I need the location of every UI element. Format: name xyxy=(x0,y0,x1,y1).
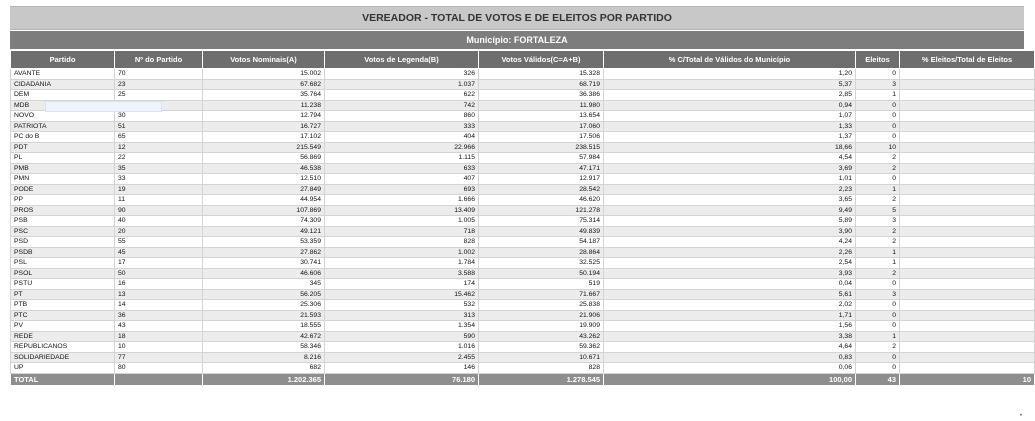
cell-votos-nominais: 27.862 xyxy=(203,247,325,258)
table-row xyxy=(11,300,1035,311)
cell-partido: PMB xyxy=(11,163,115,174)
cell-percent-eleitos xyxy=(900,69,1035,80)
cell-votos-validos: 12.917 xyxy=(479,174,604,185)
cell-numero: 16 xyxy=(115,279,203,290)
cell-numero: 65 xyxy=(115,132,203,143)
table-row xyxy=(11,226,1035,237)
cell-votos-validos: 28.864 xyxy=(479,247,604,258)
cell-votos-nominais: 46.606 xyxy=(203,268,325,279)
cell-percent-validos: 3,93 xyxy=(604,268,856,279)
report-page xyxy=(10,0,1031,386)
cell-votos-validos: 10.671 xyxy=(479,352,604,363)
cell-votos-validos: 17.060 xyxy=(479,121,604,132)
cell-votos-validos: 121.278 xyxy=(479,205,604,216)
cell-percent-eleitos xyxy=(900,195,1035,206)
total-row xyxy=(11,373,1035,385)
cell-percent-validos: 2,26 xyxy=(604,247,856,258)
table-row xyxy=(11,352,1035,363)
cell-eleitos: 0 xyxy=(856,111,900,122)
cell-percent-eleitos xyxy=(900,79,1035,90)
cell-numero: 12 xyxy=(115,142,203,153)
cell-eleitos: 2 xyxy=(856,153,900,164)
cell-partido: PSDB xyxy=(11,247,115,258)
cell-numero: 77 xyxy=(115,352,203,363)
cell-percent-eleitos xyxy=(900,226,1035,237)
cell-partido: PATRIOTA xyxy=(11,121,115,132)
cell-numero: 50 xyxy=(115,268,203,279)
table-row xyxy=(11,310,1035,321)
cell-percent-validos: 4,54 xyxy=(604,153,856,164)
cell-eleitos: 3 xyxy=(856,79,900,90)
total-percent-validos: 100,00 xyxy=(604,373,856,385)
cell-percent-eleitos xyxy=(900,310,1035,321)
cell-votos-legenda: 860 xyxy=(325,111,479,122)
cell-eleitos: 0 xyxy=(856,132,900,143)
table-row xyxy=(11,79,1035,90)
cell-percent-validos: 1,56 xyxy=(604,321,856,332)
faded-overlay-box xyxy=(45,101,162,112)
cell-votos-legenda: 1.784 xyxy=(325,258,479,269)
cell-numero: 70 xyxy=(115,69,203,80)
cell-eleitos: 0 xyxy=(856,121,900,132)
cell-numero: 45 xyxy=(115,247,203,258)
column-header-votos-nominais[interactable]: Votos Nominais(A) xyxy=(203,51,325,69)
cell-eleitos: 2 xyxy=(856,342,900,353)
cell-percent-validos: 3,90 xyxy=(604,226,856,237)
table-row xyxy=(11,342,1035,353)
cell-votos-legenda: 407 xyxy=(325,174,479,185)
total-votos-validos: 1.278.545 xyxy=(479,373,604,385)
cell-votos-legenda: 693 xyxy=(325,184,479,195)
cell-numero: 11 xyxy=(115,195,203,206)
cell-votos-legenda: 1.115 xyxy=(325,153,479,164)
cell-eleitos: 1 xyxy=(856,184,900,195)
cell-partido: MDB xyxy=(11,100,115,111)
cell-percent-eleitos xyxy=(900,121,1035,132)
cell-percent-validos: 2,54 xyxy=(604,258,856,269)
table-row xyxy=(11,363,1035,374)
table-row xyxy=(11,279,1035,290)
table-row xyxy=(11,132,1035,143)
cell-votos-legenda: 718 xyxy=(325,226,479,237)
cell-votos-legenda: 404 xyxy=(325,132,479,143)
cell-percent-eleitos xyxy=(900,363,1035,374)
cell-votos-validos: 19.909 xyxy=(479,321,604,332)
cell-votos-nominais: 25.306 xyxy=(203,300,325,311)
cell-percent-eleitos xyxy=(900,163,1035,174)
cell-numero: 23 xyxy=(115,79,203,90)
cell-votos-nominais: 74.309 xyxy=(203,216,325,227)
cell-votos-validos: 68.719 xyxy=(479,79,604,90)
table-row xyxy=(11,321,1035,332)
cell-percent-validos: 5,37 xyxy=(604,79,856,90)
corner-mark: • xyxy=(1019,413,1022,419)
municipality-subtitle: Município: FORTALEZA xyxy=(10,31,1024,49)
cell-votos-legenda: 15.462 xyxy=(325,289,479,300)
cell-percent-eleitos xyxy=(900,300,1035,311)
cell-partido: PSD xyxy=(11,237,115,248)
cell-percent-validos: 4,24 xyxy=(604,237,856,248)
cell-percent-eleitos xyxy=(900,184,1035,195)
table-row xyxy=(11,142,1035,153)
cell-partido: PT xyxy=(11,289,115,300)
cell-votos-validos: 519 xyxy=(479,279,604,290)
cell-eleitos: 0 xyxy=(856,174,900,185)
cell-votos-nominais: 49.121 xyxy=(203,226,325,237)
column-header-votos-legenda[interactable]: Votos de Legenda(B) xyxy=(325,51,479,69)
cell-numero: 51 xyxy=(115,121,203,132)
cell-percent-eleitos xyxy=(900,205,1035,216)
cell-eleitos: 2 xyxy=(856,268,900,279)
table-row xyxy=(11,174,1035,185)
cell-votos-validos: 13.654 xyxy=(479,111,604,122)
cell-eleitos: 5 xyxy=(856,205,900,216)
table-header-row xyxy=(11,51,1035,69)
cell-votos-nominais: 42.672 xyxy=(203,331,325,342)
cell-votos-legenda: 3.588 xyxy=(325,268,479,279)
table-row xyxy=(11,195,1035,206)
cell-votos-legenda: 1.037 xyxy=(325,79,479,90)
cell-votos-legenda: 13.409 xyxy=(325,205,479,216)
cell-percent-validos: 0,83 xyxy=(604,352,856,363)
cell-numero: 30 xyxy=(115,111,203,122)
cell-eleitos: 2 xyxy=(856,195,900,206)
cell-numero: 40 xyxy=(115,216,203,227)
cell-percent-validos: 18,66 xyxy=(604,142,856,153)
table-row xyxy=(11,216,1035,227)
cell-votos-validos: 75.314 xyxy=(479,216,604,227)
cell-partido: PSTU xyxy=(11,279,115,290)
cell-partido: PTC xyxy=(11,310,115,321)
cell-eleitos: 2 xyxy=(856,163,900,174)
cell-numero: 90 xyxy=(115,205,203,216)
cell-numero: 20 xyxy=(115,226,203,237)
cell-percent-eleitos xyxy=(900,100,1035,111)
cell-eleitos: 10 xyxy=(856,142,900,153)
cell-eleitos: 0 xyxy=(856,352,900,363)
cell-numero: 35 xyxy=(115,163,203,174)
votes-table xyxy=(10,50,1035,386)
table-row xyxy=(11,331,1035,342)
cell-votos-nominais: 27.849 xyxy=(203,184,325,195)
cell-votos-nominais: 58.346 xyxy=(203,342,325,353)
cell-eleitos: 0 xyxy=(856,100,900,111)
table-row xyxy=(11,111,1035,122)
cell-votos-legenda: 333 xyxy=(325,121,479,132)
cell-partido: PSOL xyxy=(11,268,115,279)
cell-partido: PL xyxy=(11,153,115,164)
cell-percent-eleitos xyxy=(900,142,1035,153)
cell-numero: 10 xyxy=(115,342,203,353)
cell-percent-validos: 0,04 xyxy=(604,279,856,290)
cell-numero: 55 xyxy=(115,237,203,248)
cell-numero: 14 xyxy=(115,300,203,311)
cell-partido: SOLIDARIEDADE xyxy=(11,352,115,363)
cell-percent-eleitos xyxy=(900,289,1035,300)
cell-percent-eleitos xyxy=(900,268,1035,279)
cell-votos-validos: 15.328 xyxy=(479,69,604,80)
table-row xyxy=(11,289,1035,300)
table-row xyxy=(11,237,1035,248)
cell-percent-validos: 1,37 xyxy=(604,132,856,143)
table-row xyxy=(11,247,1035,258)
cell-numero: 36 xyxy=(115,310,203,321)
cell-votos-legenda: 1.002 xyxy=(325,247,479,258)
table-row xyxy=(11,90,1035,101)
cell-partido: PSC xyxy=(11,226,115,237)
cell-votos-validos: 17.506 xyxy=(479,132,604,143)
cell-eleitos: 0 xyxy=(856,279,900,290)
cell-votos-legenda: 828 xyxy=(325,237,479,248)
cell-votos-validos: 57.984 xyxy=(479,153,604,164)
cell-votos-legenda: 742 xyxy=(325,100,479,111)
cell-eleitos: 1 xyxy=(856,258,900,269)
cell-votos-validos: 71.667 xyxy=(479,289,604,300)
cell-votos-nominais: 215.549 xyxy=(203,142,325,153)
total-votos-nominais: 1.202.365 xyxy=(203,373,325,385)
cell-percent-eleitos xyxy=(900,132,1035,143)
cell-percent-validos: 9,49 xyxy=(604,205,856,216)
cell-percent-validos: 0,06 xyxy=(604,363,856,374)
cell-numero: 18 xyxy=(115,331,203,342)
cell-percent-validos: 3,65 xyxy=(604,195,856,206)
table-row xyxy=(11,153,1035,164)
cell-votos-nominais: 30.741 xyxy=(203,258,325,269)
cell-votos-nominais: 18.555 xyxy=(203,321,325,332)
cell-votos-validos: 238.515 xyxy=(479,142,604,153)
table-row xyxy=(11,184,1035,195)
cell-partido: REPUBLICANOS xyxy=(11,342,115,353)
cell-percent-eleitos xyxy=(900,352,1035,363)
cell-percent-eleitos xyxy=(900,279,1035,290)
cell-votos-nominais: 15.002 xyxy=(203,69,325,80)
cell-eleitos: 3 xyxy=(856,216,900,227)
cell-numero: 43 xyxy=(115,321,203,332)
cell-partido: NOVO xyxy=(11,111,115,122)
cell-numero: 25 xyxy=(115,90,203,101)
cell-percent-eleitos xyxy=(900,258,1035,269)
cell-percent-eleitos xyxy=(900,90,1035,101)
cell-votos-legenda: 532 xyxy=(325,300,479,311)
cell-percent-validos: 1,20 xyxy=(604,69,856,80)
cell-votos-validos: 59.362 xyxy=(479,342,604,353)
cell-votos-validos: 11.980 xyxy=(479,100,604,111)
table-row xyxy=(11,205,1035,216)
cell-votos-legenda: 22.966 xyxy=(325,142,479,153)
cell-partido: PROS xyxy=(11,205,115,216)
cell-votos-nominais: 53.359 xyxy=(203,237,325,248)
table-row xyxy=(11,163,1035,174)
cell-votos-nominais: 16.727 xyxy=(203,121,325,132)
cell-percent-validos: 2,02 xyxy=(604,300,856,311)
cell-partido: PC do B xyxy=(11,132,115,143)
cell-votos-validos: 28.542 xyxy=(479,184,604,195)
cell-votos-legenda: 1.016 xyxy=(325,342,479,353)
cell-partido: PTB xyxy=(11,300,115,311)
cell-percent-validos: 4,64 xyxy=(604,342,856,353)
cell-eleitos: 0 xyxy=(856,300,900,311)
cell-partido: PDT xyxy=(11,142,115,153)
cell-partido: REDE xyxy=(11,331,115,342)
cell-percent-eleitos xyxy=(900,247,1035,258)
cell-partido: PSB xyxy=(11,216,115,227)
cell-eleitos: 0 xyxy=(856,69,900,80)
cell-eleitos: 2 xyxy=(856,237,900,248)
column-header-partido[interactable]: Partido xyxy=(11,51,115,69)
column-header-percent-validos[interactable]: % C/Total de Válidos do Município xyxy=(604,51,856,69)
cell-votos-nominais: 12.794 xyxy=(203,111,325,122)
cell-partido: PODE xyxy=(11,184,115,195)
cell-votos-nominais: 345 xyxy=(203,279,325,290)
cell-votos-nominais: 12.510 xyxy=(203,174,325,185)
cell-percent-validos: 1,01 xyxy=(604,174,856,185)
cell-numero: 22 xyxy=(115,153,203,164)
cell-votos-legenda: 174 xyxy=(325,279,479,290)
report-title: VEREADOR - TOTAL DE VOTOS E DE ELEITOS POR PARTIDO xyxy=(10,6,1024,30)
cell-percent-validos: 1,33 xyxy=(604,121,856,132)
cell-partido: PMN xyxy=(11,174,115,185)
cell-votos-validos: 36.386 xyxy=(479,90,604,101)
cell-votos-legenda: 633 xyxy=(325,163,479,174)
cell-votos-legenda: 1.354 xyxy=(325,321,479,332)
cell-eleitos: 1 xyxy=(856,331,900,342)
cell-votos-nominais: 44.954 xyxy=(203,195,325,206)
cell-votos-nominais: 17.102 xyxy=(203,132,325,143)
table-row xyxy=(11,100,1035,111)
total-eleitos: 43 xyxy=(856,373,900,385)
cell-votos-legenda: 590 xyxy=(325,331,479,342)
cell-votos-nominais: 46.538 xyxy=(203,163,325,174)
cell-percent-eleitos xyxy=(900,342,1035,353)
cell-eleitos: 3 xyxy=(856,289,900,300)
cell-votos-validos: 32.525 xyxy=(479,258,604,269)
table-row xyxy=(11,258,1035,269)
cell-partido: UP xyxy=(11,363,115,374)
total-label: TOTAL xyxy=(11,373,115,385)
cell-votos-nominais: 107.869 xyxy=(203,205,325,216)
cell-votos-nominais: 682 xyxy=(203,363,325,374)
cell-percent-eleitos xyxy=(900,331,1035,342)
cell-votos-validos: 47.171 xyxy=(479,163,604,174)
cell-percent-eleitos xyxy=(900,216,1035,227)
cell-percent-eleitos xyxy=(900,153,1035,164)
cell-votos-nominais: 35.764 xyxy=(203,90,325,101)
cell-votos-legenda: 622 xyxy=(325,90,479,101)
cell-votos-legenda: 326 xyxy=(325,69,479,80)
table-row xyxy=(11,121,1035,132)
column-header-numero[interactable]: Nº do Partido xyxy=(115,51,203,69)
cell-eleitos: 2 xyxy=(856,226,900,237)
cell-percent-validos: 1,71 xyxy=(604,310,856,321)
cell-percent-eleitos xyxy=(900,321,1035,332)
total-cell xyxy=(115,373,203,385)
cell-eleitos: 0 xyxy=(856,310,900,321)
cell-votos-nominais: 56.205 xyxy=(203,289,325,300)
cell-percent-validos: 1,07 xyxy=(604,111,856,122)
table-row xyxy=(11,69,1035,80)
cell-percent-validos: 0,94 xyxy=(604,100,856,111)
cell-percent-eleitos xyxy=(900,174,1035,185)
cell-eleitos: 0 xyxy=(856,321,900,332)
cell-numero: 19 xyxy=(115,184,203,195)
cell-votos-legenda: 1.005 xyxy=(325,216,479,227)
cell-percent-validos: 2,23 xyxy=(604,184,856,195)
cell-votos-nominais: 56.869 xyxy=(203,153,325,164)
cell-eleitos: 1 xyxy=(856,90,900,101)
cell-percent-eleitos xyxy=(900,237,1035,248)
cell-percent-validos: 3,38 xyxy=(604,331,856,342)
cell-votos-validos: 21.906 xyxy=(479,310,604,321)
cell-partido: AVANTE xyxy=(11,69,115,80)
cell-percent-validos: 3,69 xyxy=(604,163,856,174)
cell-votos-nominais: 67.682 xyxy=(203,79,325,90)
cell-partido: PP xyxy=(11,195,115,206)
cell-votos-validos: 46.620 xyxy=(479,195,604,206)
cell-partido: DEM xyxy=(11,90,115,101)
table-body xyxy=(11,69,1035,374)
cell-partido: CIDADANIA xyxy=(11,79,115,90)
cell-numero: 33 xyxy=(115,174,203,185)
cell-votos-validos: 828 xyxy=(479,363,604,374)
cell-percent-validos: 5,61 xyxy=(604,289,856,300)
cell-votos-validos: 50.194 xyxy=(479,268,604,279)
column-header-eleitos[interactable]: Eleitos xyxy=(856,51,900,69)
cell-percent-validos: 2,85 xyxy=(604,90,856,101)
cell-percent-validos: 5,89 xyxy=(604,216,856,227)
cell-eleitos: 1 xyxy=(856,247,900,258)
cell-votos-legenda: 146 xyxy=(325,363,479,374)
cell-votos-validos: 49.839 xyxy=(479,226,604,237)
cell-partido: PV xyxy=(11,321,115,332)
table-row xyxy=(11,268,1035,279)
cell-votos-validos: 25.838 xyxy=(479,300,604,311)
cell-partido: PSL xyxy=(11,258,115,269)
cell-numero: 80 xyxy=(115,363,203,374)
cell-eleitos: 0 xyxy=(856,363,900,374)
cell-votos-legenda: 2.455 xyxy=(325,352,479,363)
cell-votos-nominais: 8.216 xyxy=(203,352,325,363)
cell-votos-nominais: 11.238 xyxy=(203,100,325,111)
cell-votos-legenda: 1.666 xyxy=(325,195,479,206)
total-percent-eleitos: 10 xyxy=(900,373,1035,385)
cell-votos-validos: 54.187 xyxy=(479,237,604,248)
cell-votos-validos: 43.262 xyxy=(479,331,604,342)
cell-votos-nominais: 21.593 xyxy=(203,310,325,321)
cell-numero: 17 xyxy=(115,258,203,269)
total-votos-legenda: 76.180 xyxy=(325,373,479,385)
cell-votos-legenda: 313 xyxy=(325,310,479,321)
cell-numero: 13 xyxy=(115,289,203,300)
column-header-percent-eleitos[interactable]: % Eleitos/Total de Eleitos xyxy=(900,51,1035,69)
cell-percent-eleitos xyxy=(900,111,1035,122)
column-header-votos-validos[interactable]: Votos Válidos(C=A+B) xyxy=(479,51,604,69)
